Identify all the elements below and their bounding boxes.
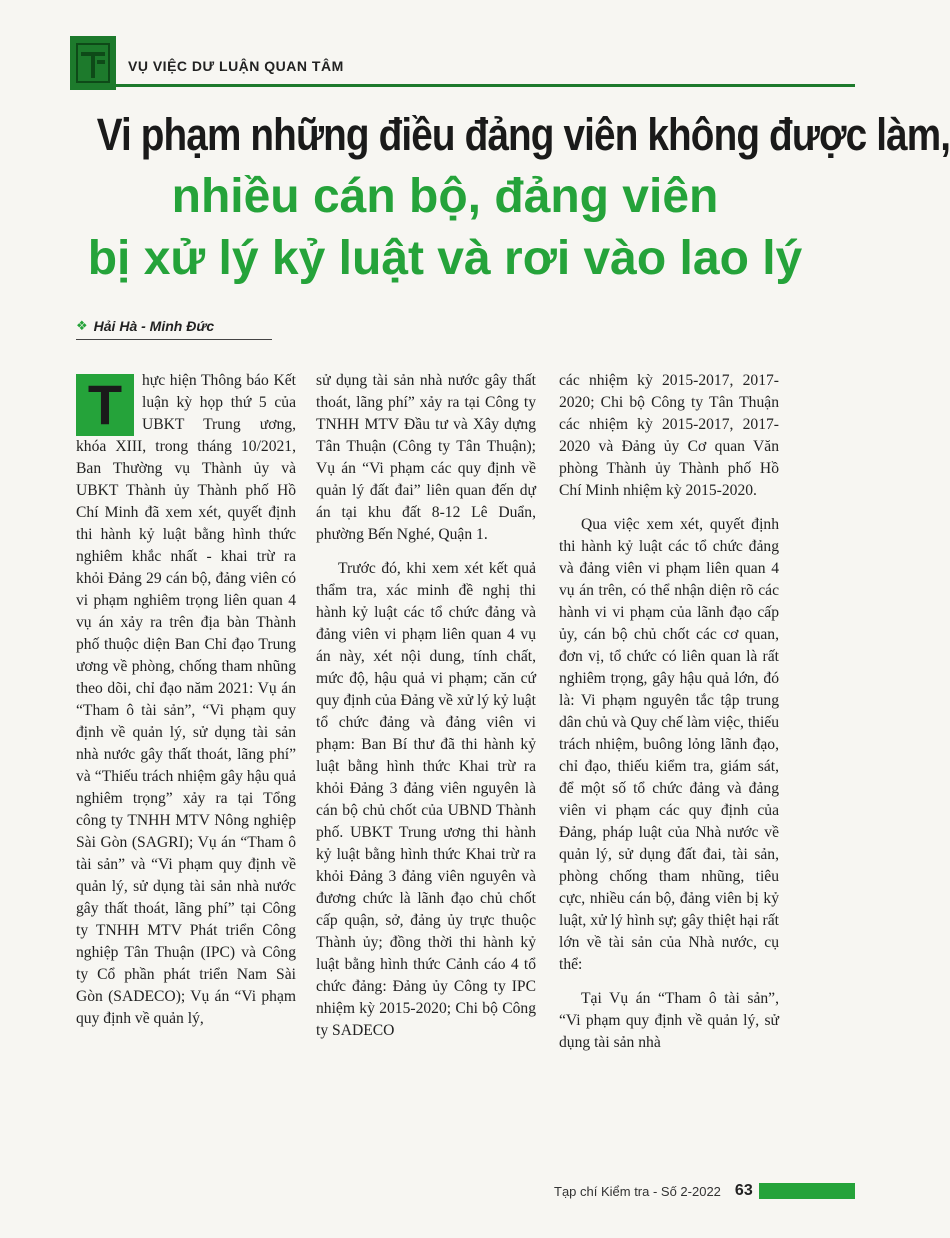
journal-name: Tạp chí Kiểm tra - Số 2-2022 bbox=[554, 1183, 721, 1199]
title-line-2: nhiều cán bộ, đảng viên bbox=[171, 170, 719, 223]
article-title bbox=[40, 109, 950, 285]
section-title: VỤ VIỆC DƯ LUẬN QUAN TÂM bbox=[128, 58, 344, 74]
section-header bbox=[70, 36, 855, 90]
title-line-3: bị xử lý kỷ luật và rơi vào lao lý bbox=[87, 232, 803, 285]
footer-accent-bar bbox=[759, 1183, 855, 1199]
page-footer bbox=[540, 1178, 855, 1204]
byline-divider bbox=[76, 339, 272, 340]
paragraph: Tại Vụ án “Tham ô tài sản”, “Vi phạm quy định về quản lý, sử dụng tài sản nhà bbox=[559, 990, 779, 1051]
title-line-1: Vi phạm những điều đảng viên không được làm, bbox=[96, 109, 950, 160]
article-column-3 bbox=[559, 370, 779, 1054]
dropcap-letter: T bbox=[87, 373, 123, 436]
dropcap bbox=[76, 374, 134, 436]
header-divider bbox=[116, 84, 855, 87]
diamond-bullet-icon: ❖ bbox=[76, 318, 88, 333]
magazine-logo-icon bbox=[70, 36, 116, 90]
paragraph: Trước đó, khi xem xét kết quả thẩm tra, xác minh đề nghị thi hành kỷ luật các tổ chức đảng và đảng viên vi phạm liên quan 4 vụ án này, xét nội dung, tính chất, mức độ, hậu quả vi phạm; căn cứ quy định của Đảng về xử lý kỷ luật tổ chức đảng và đảng viên vi phạm: Ban Bí thư đã thi hành kỷ luật bằng hình thức Khai trừ ra khỏi Đảng 3 đảng viên nguyên là cán bộ chủ chốt của UBND Thành phố. UBKT Trung ương thi hành kỷ luật bằng hình thức Khai trừ ra khỏi Đảng 3 đảng viên nguyên và đương chức là lãnh đạo chủ chốt cấp quận, sở, đảng ủy trực thuộc Thành ủy; đồng thời thi hành kỷ luật bằng hình thức Cảnh cáo 4 tổ chức đảng: Đảng ủy Công ty IPC nhiệm kỳ 2015-2020; Chi bộ Công ty SADECO bbox=[316, 560, 536, 1039]
article-column-2 bbox=[316, 370, 536, 1042]
article-column-1 bbox=[76, 370, 296, 1030]
paragraph: hực hiện Thông báo Kết luận kỳ họp thứ 5 của UBKT Trung ương, khóa XIII, trong tháng 10/2021, Ban Thường vụ Thành ủy và UBKT Thành ủy Thành phố Hồ Chí Minh đã xem xét, quyết định thi hành kỷ luật bằng hình thức nghiêm khắc nhất - khai trừ ra khỏi Đảng 29 cán bộ, đảng viên có vi phạm nghiêm trọng liên quan 4 vụ án xảy ra trên địa bàn Thành phố thuộc diện Ban Chỉ đạo Trung ương về phòng, chống tham nhũng theo dõi, chỉ đạo năm 2021: Vụ án “Tham ô tài sản”, “Vi phạm quy định về quản lý, sử dụng tài sản nhà nước gây thất thoát, lãng phí” và “Thiếu trách nhiệm gây hậu quả nghiêm trọng” xảy ra tại Tổng công ty TNHH MTV Nông nghiệp Sài Gòn (SAGRI); Vụ án “Tham ô tài sản” và “Vi phạm quy định về quản lý, sử dụng tài sản nhà nước gây thất thoát, lãng phí” tại Công ty TNHH MTV Phát triển Công nghiệp Tân Thuận (IPC) và Công ty Cổ phần phát triển Nam Sài Gòn (SADECO); Vụ án “Vi phạm quy định về quản lý, bbox=[76, 372, 296, 1027]
paragraph: sử dụng tài sản nhà nước gây thất thoát, lãng phí” xảy ra tại Công ty TNHH MTV Đầu tư và Xây dựng Tân Thuận (Công ty Tân Thuận); Vụ án “Vi phạm các quy định về quản lý đất đai” liên quan đến dự án tại khu đất 8-12 Lê Duẩn, phường Bến Nghé, Quận 1. bbox=[316, 372, 536, 543]
paragraph: Qua việc xem xét, quyết định thi hành kỷ luật các tổ chức đảng và đảng viên vi phạm liên quan 4 vụ án trên, có thể nhận diện rõ các hành vi vi phạm của lãnh đạo cấp ủy, cán bộ chủ chốt các cơ quan, đơn vị, tổ chức có liên quan là rất nghiêm trọng, gây hậu quả lớn, đó là: Vi phạm nguyên tắc tập trung dân chủ và Quy chế làm việc, thiếu trách nhiệm, buông lỏng lãnh đạo, chỉ đạo, thiếu kiểm tra, giám sát, để một số tổ chức đảng và đảng viên vi phạm các quy định của Đảng, pháp luật của Nhà nước về quản lý, sử dụng đất đai, tài sản, phòng chống tham nhũng, tiêu cực, nhiều cán bộ, đảng viên bị kỷ luật, xử lý hình sự; gây thiệt hại rất lớn về tài sản của Nhà nước, cụ thể: bbox=[559, 516, 779, 973]
page-number: 63 bbox=[734, 1182, 753, 1199]
byline bbox=[76, 318, 214, 334]
paragraph: các nhiệm kỳ 2015-2017, 2017-2020; Chi bộ Công ty Tân Thuận các nhiệm kỳ 2015-2017, 2017-2020 và Đảng ủy Cơ quan Văn phòng Thành ủy Thành phố Hồ Chí Minh nhiệm kỳ 2015-2020. bbox=[559, 372, 779, 499]
byline-authors: Hải Hà - Minh Đức bbox=[93, 318, 215, 334]
